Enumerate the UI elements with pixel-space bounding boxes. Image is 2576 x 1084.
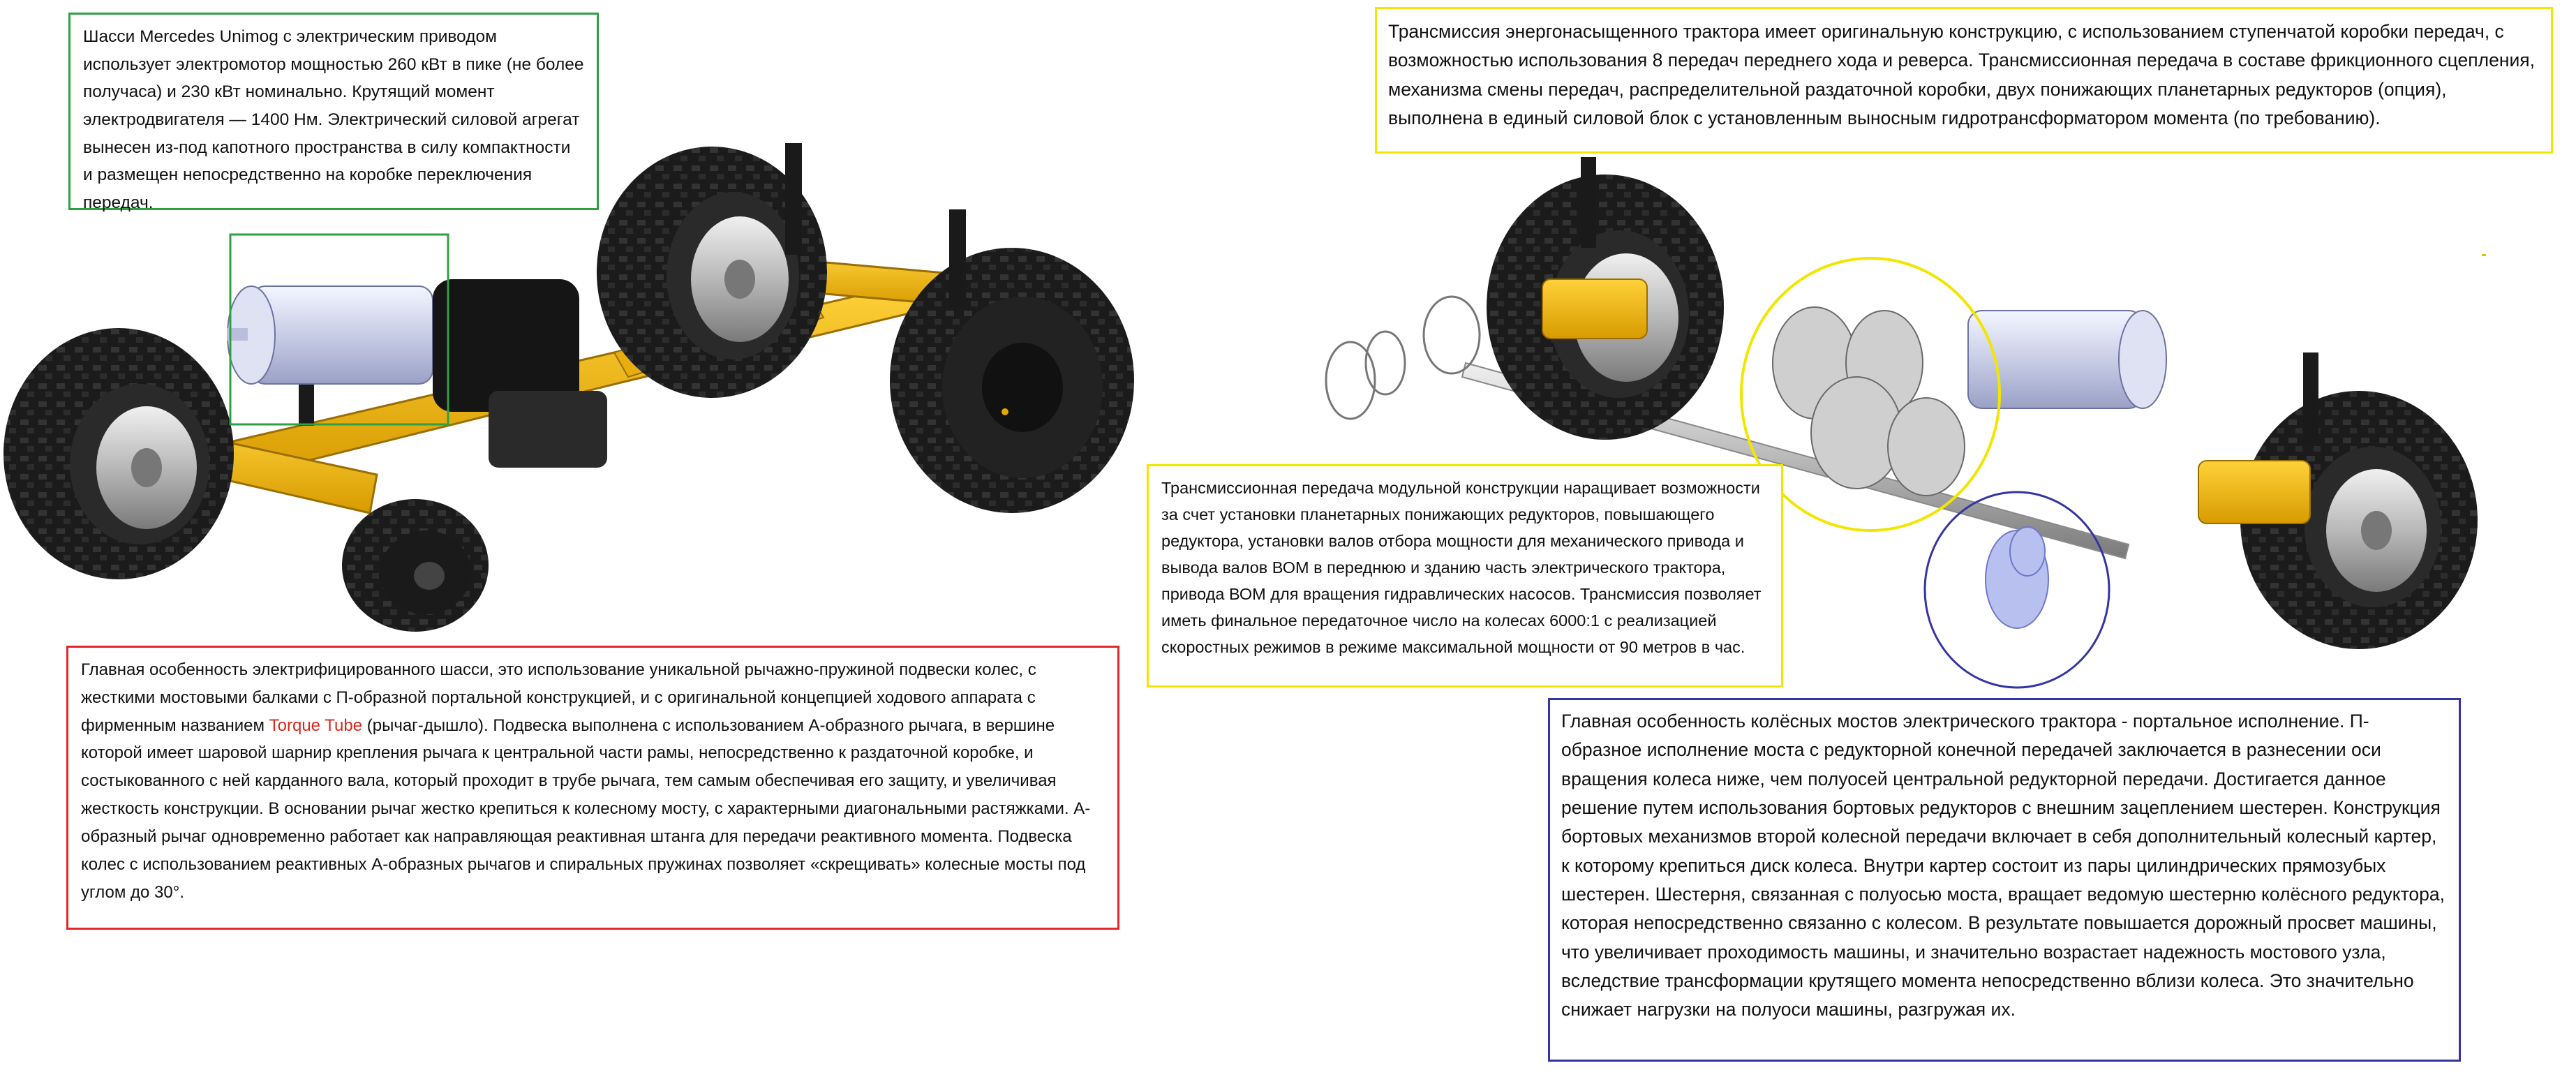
- tire-front-right: [342, 499, 489, 632]
- electric-motor-left: [227, 286, 433, 384]
- left-chassis-render: [3, 143, 1134, 632]
- torque-tube-label: Torque Tube: [269, 715, 363, 735]
- callout-portal-axles: Главная особенность колёсных мостов электрического трактора - портальное исполнение. П-образное исполнение моста с редукторной конечной передачей заключается в разнесении оси вращения колеса ниже, чем полуосей центральной редукторной передачи. Достигается данное решение путем использования бортовых редукторов с внешним зацеплением шестерен. Конструкция бортовых механизмов второй колесной передачи включает в себя дополнительный колесный картер, к которому крепиться диск колеса. Внутри картер состоит из пары цилиндрических прямозубых шестерен. Шестерня, связанная с полуосью моста, вращает ведомую шестерню колёсного редуктора, которая непосредственно связанно с колесом. В результате повышается дорожный просвет машины, что увеличивает проходимость машины, и значительно возрастает надежность мостового узла, вследствие трансформации крутящего момента непосредственно вблизи колеса. Это значительно снижает нагрузки на полуоси машины, разгружая их.: [1548, 698, 2461, 1062]
- callout-suspension-text-1: Главная особенность электрифицированного шасси, это использование уникальной рычажно-пружиной подвески колес, с жесткими мостовыми балками с П-образной портальной конструкцией, и с оригинальной концепцией ходового аппарата с фирменным названием: [81, 660, 1036, 735]
- shock-absorber-rear-right: [949, 209, 966, 307]
- callout-suspension-text-2: (рычаг-дышло). Подвеска выполнена с использованием А-образного рычага, в вершине которой имеет шаровой шарнир крепления рычага к центральной части рамы, непосредственно к раздаточной коробке, и состыкованного с ней карданного вала, который проходит в трубе рычага, тем самым обеспечивая его защиту, и увеличивая жесткость конструкции. В основании рычаг жестко крепиться к колесному мосту, с характерными диагональными растяжками. А-образный рычаг одновременно работает как направляющая реактивная штанга для передачи реактивного момента. Подвеска колес с использованием реактивных А-образных рычагов и спиральных пружинах позволяет «скрещивать» колесные мосты под углом до 30°.: [81, 715, 1091, 902]
- shock-absorber-rear: [785, 143, 802, 255]
- callout-electric-motor: Шасси Mercedes Unimog с электрическим приводом использует электромотор мощностью 260 кВт в пике (не более получаса) и 230 кВт номинально. Крутящий момент электродвигателя — 1400 Нм. Электрический силовой агрегат вынесен из-под капотного пространства в силу компактности и размещен непосредственно на коробке переключения передач.: [68, 13, 599, 210]
- callout-modular-transmission: Трансмиссионная передача модульной конструкции наращивает возможности за счет установки планетарных понижающих редукторов, повышающего редуктора, установки валов отбора мощности для механического привода и вывода валов ВОМ в переднюю и зданию часть электрического трактора, привода ВОМ для вращения гидравлических насосов. Трансмиссия позволяет иметь финальное передаточное число на колесах 6000:1 с реализацией скоростных режимов в режиме максимальной мощности от 90 метров в час.: [1147, 464, 1783, 688]
- tire-front-left: [3, 328, 234, 579]
- callout-transmission: Трансмиссия энергонасыщенного трактора имеет оригинальную конструкцию, с использованием ступенчатой коробки передач, с возможностью использования 8 передач переднего хода и реверса. Трансмиссионная передача в составе фрикционного сцепления, механизма смены передач, распределительной раздаточной коробки, двух понижающих планетарных редукторов (опция), выполнена в единый силовой блок с установленным выносным гидротрансформатором момента (по требованию).: [1375, 7, 2553, 154]
- tire-rear-right: [890, 248, 1134, 513]
- electric-motor-right: [1968, 311, 2166, 408]
- callout-suspension: [66, 646, 1119, 930]
- portal-gear: [1986, 527, 2048, 628]
- gear-set-left: [1326, 297, 1480, 419]
